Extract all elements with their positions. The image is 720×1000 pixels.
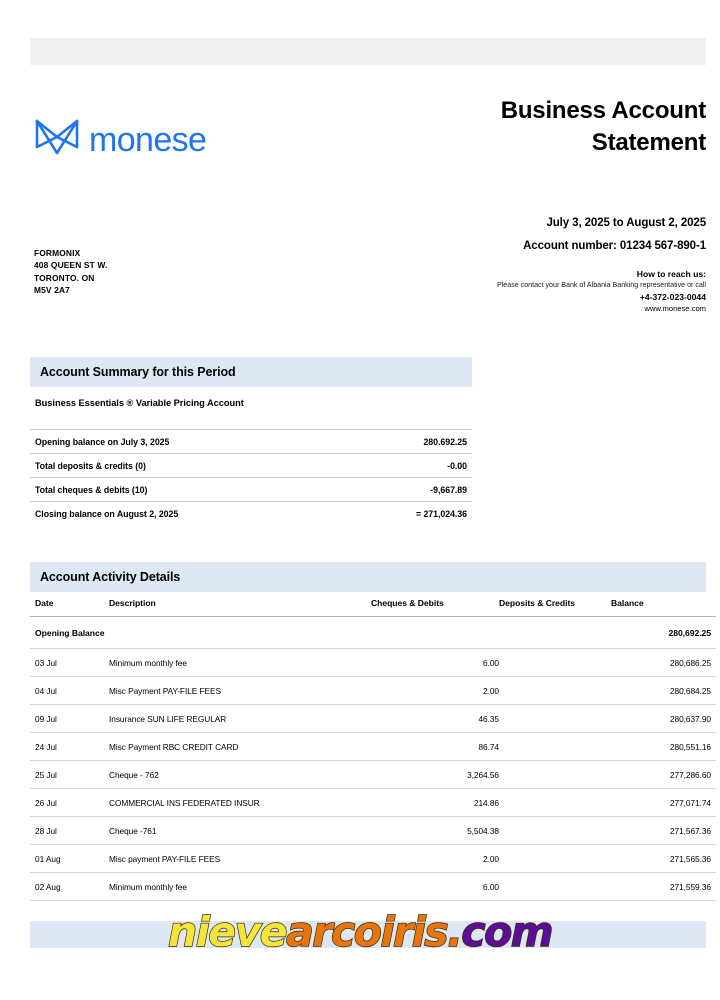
column-header-date: Date bbox=[30, 598, 109, 617]
column-header-credits: Deposits & Credits bbox=[499, 598, 611, 617]
table-row-opening-balance bbox=[30, 617, 716, 649]
summary-label: Total cheques & debits (10) bbox=[30, 478, 351, 502]
row-description: Insurance SUN LIFE REGULAR bbox=[109, 705, 371, 733]
opening-balance-amount: 280,692.25 bbox=[611, 617, 716, 649]
row-credit bbox=[499, 817, 611, 845]
watermark-part-3: com bbox=[461, 908, 552, 956]
statement-meta bbox=[30, 213, 706, 338]
top-gray-strip bbox=[30, 38, 706, 65]
row-description: COMMERCIAL INS FEDERATED INSUR bbox=[109, 789, 371, 817]
row-description: Misc payment PAY-FILE FEES bbox=[109, 845, 371, 873]
account-activity-band bbox=[30, 562, 706, 592]
opening-balance-debit bbox=[371, 617, 499, 649]
watermark-part-1: nieve bbox=[168, 908, 287, 956]
account-product-name: Business Essentials ® Variable Pricing Account bbox=[35, 398, 244, 408]
reach-us-text: Please contact your Bank of Albania Banking representative or call bbox=[497, 281, 706, 289]
row-credit bbox=[499, 705, 611, 733]
opening-balance-label: Opening Balance bbox=[30, 617, 371, 649]
table-row bbox=[30, 733, 716, 761]
customer-address bbox=[34, 247, 107, 297]
row-date: 04 Jul bbox=[30, 677, 109, 705]
row-credit bbox=[499, 677, 611, 705]
row-description: Minimum monthly fee bbox=[109, 649, 371, 677]
statement-header bbox=[30, 95, 706, 190]
row-date: 24 Jul bbox=[30, 733, 109, 761]
table-row bbox=[30, 705, 716, 733]
row-date: 03 Jul bbox=[30, 649, 109, 677]
row-credit bbox=[499, 845, 611, 873]
table-row bbox=[30, 845, 716, 873]
row-debit: 2.00 bbox=[371, 845, 499, 873]
row-description: Misc Payment PAY-FILE FEES bbox=[109, 677, 371, 705]
row-debit: 6.00 bbox=[371, 873, 499, 901]
watermark-part-2: arcoiris. bbox=[286, 908, 462, 956]
row-description: Misc Payment RBC CREDIT CARD bbox=[109, 733, 371, 761]
row-credit bbox=[499, 761, 611, 789]
row-balance: 271,567.36 bbox=[611, 817, 716, 845]
table-row bbox=[30, 873, 716, 901]
row-balance: 271,565.36 bbox=[611, 845, 716, 873]
row-date: 02 Aug bbox=[30, 873, 109, 901]
row-debit: 214.86 bbox=[371, 789, 499, 817]
summary-row-closing bbox=[30, 502, 472, 526]
row-description: Minimum monthly fee bbox=[109, 873, 371, 901]
table-row bbox=[30, 817, 716, 845]
activity-table bbox=[30, 598, 716, 901]
row-balance: 280,637.90 bbox=[611, 705, 716, 733]
row-debit: 86.74 bbox=[371, 733, 499, 761]
address-name: FORMONIX bbox=[34, 248, 81, 258]
summary-row-debits bbox=[30, 478, 472, 502]
site-watermark bbox=[0, 908, 720, 956]
summary-row-opening bbox=[30, 430, 472, 454]
account-number: Account number: 01234 567-890-1 bbox=[523, 240, 706, 252]
summary-row-deposits bbox=[30, 454, 472, 478]
row-debit: 2.00 bbox=[371, 677, 499, 705]
summary-label: Closing balance on August 2, 2025 bbox=[35, 509, 179, 519]
table-header-row bbox=[30, 598, 716, 617]
summary-value: 280.692.25 bbox=[351, 430, 472, 454]
table-row bbox=[30, 761, 716, 789]
address-postal: M5V 2A7 bbox=[34, 285, 70, 296]
summary-label: Total deposits & credits (0) bbox=[30, 454, 351, 478]
row-balance: 277,286.60 bbox=[611, 761, 716, 789]
monese-logo bbox=[34, 117, 206, 162]
row-credit bbox=[499, 789, 611, 817]
row-credit bbox=[499, 649, 611, 677]
column-header-description: Description bbox=[109, 598, 371, 617]
address-street: 408 QUEEN ST W. bbox=[34, 260, 108, 271]
reach-us-phone: +4-372-023-0044 bbox=[639, 292, 706, 302]
row-date: 01 Aug bbox=[30, 845, 109, 873]
account-summary-title: Account Summary for this Period bbox=[40, 365, 236, 379]
row-balance: 277,071.74 bbox=[611, 789, 716, 817]
row-debit: 6.00 bbox=[371, 649, 499, 677]
monese-butterfly-icon bbox=[34, 117, 80, 162]
opening-balance-credit bbox=[499, 617, 611, 649]
table-row bbox=[30, 649, 716, 677]
account-summary-section bbox=[30, 398, 472, 525]
page-title bbox=[286, 95, 706, 158]
row-date: 25 Jul bbox=[30, 761, 109, 789]
row-date: 28 Jul bbox=[30, 817, 109, 845]
page-title-line2: Statement bbox=[591, 128, 706, 156]
account-activity-section bbox=[30, 598, 711, 901]
monese-wordmark: monese bbox=[89, 120, 207, 159]
statement-period: July 3, 2025 to August 2, 2025 bbox=[546, 217, 706, 229]
account-summary-table bbox=[30, 429, 472, 525]
account-summary-band bbox=[30, 357, 472, 387]
row-balance: 271,559.36 bbox=[611, 873, 716, 901]
row-debit: 3,264.56 bbox=[371, 761, 499, 789]
summary-label: Opening balance on July 3, 2025 bbox=[30, 430, 351, 454]
row-description: Cheque - 762 bbox=[109, 761, 371, 789]
row-credit bbox=[499, 733, 611, 761]
reach-us-title: How to reach us: bbox=[636, 269, 706, 279]
summary-value: -0.00 bbox=[351, 454, 472, 478]
table-row bbox=[30, 789, 716, 817]
table-row bbox=[30, 677, 716, 705]
column-header-debits: Cheques & Debits bbox=[371, 598, 499, 617]
reach-us-website: www.monese.com bbox=[644, 304, 706, 313]
row-balance: 280,551.16 bbox=[611, 733, 716, 761]
activity-table-body bbox=[30, 617, 716, 901]
summary-value: = 271,024.36 bbox=[415, 509, 467, 519]
row-debit: 46.35 bbox=[371, 705, 499, 733]
column-header-balance: Balance bbox=[611, 598, 716, 617]
row-date: 26 Jul bbox=[30, 789, 109, 817]
row-balance: 280,684.25 bbox=[611, 677, 716, 705]
row-debit: 5,504.38 bbox=[371, 817, 499, 845]
page-title-line1: Business Account bbox=[500, 97, 706, 124]
row-balance: 280,686.25 bbox=[611, 649, 716, 677]
row-date: 09 Jul bbox=[30, 705, 109, 733]
statement-info bbox=[276, 217, 706, 313]
account-activity-title: Account Activity Details bbox=[40, 570, 181, 584]
row-credit bbox=[499, 873, 611, 901]
row-description: Cheque -761 bbox=[109, 817, 371, 845]
summary-value: -9,667.89 bbox=[351, 478, 472, 502]
address-city: TORONTO. ON bbox=[34, 272, 95, 283]
